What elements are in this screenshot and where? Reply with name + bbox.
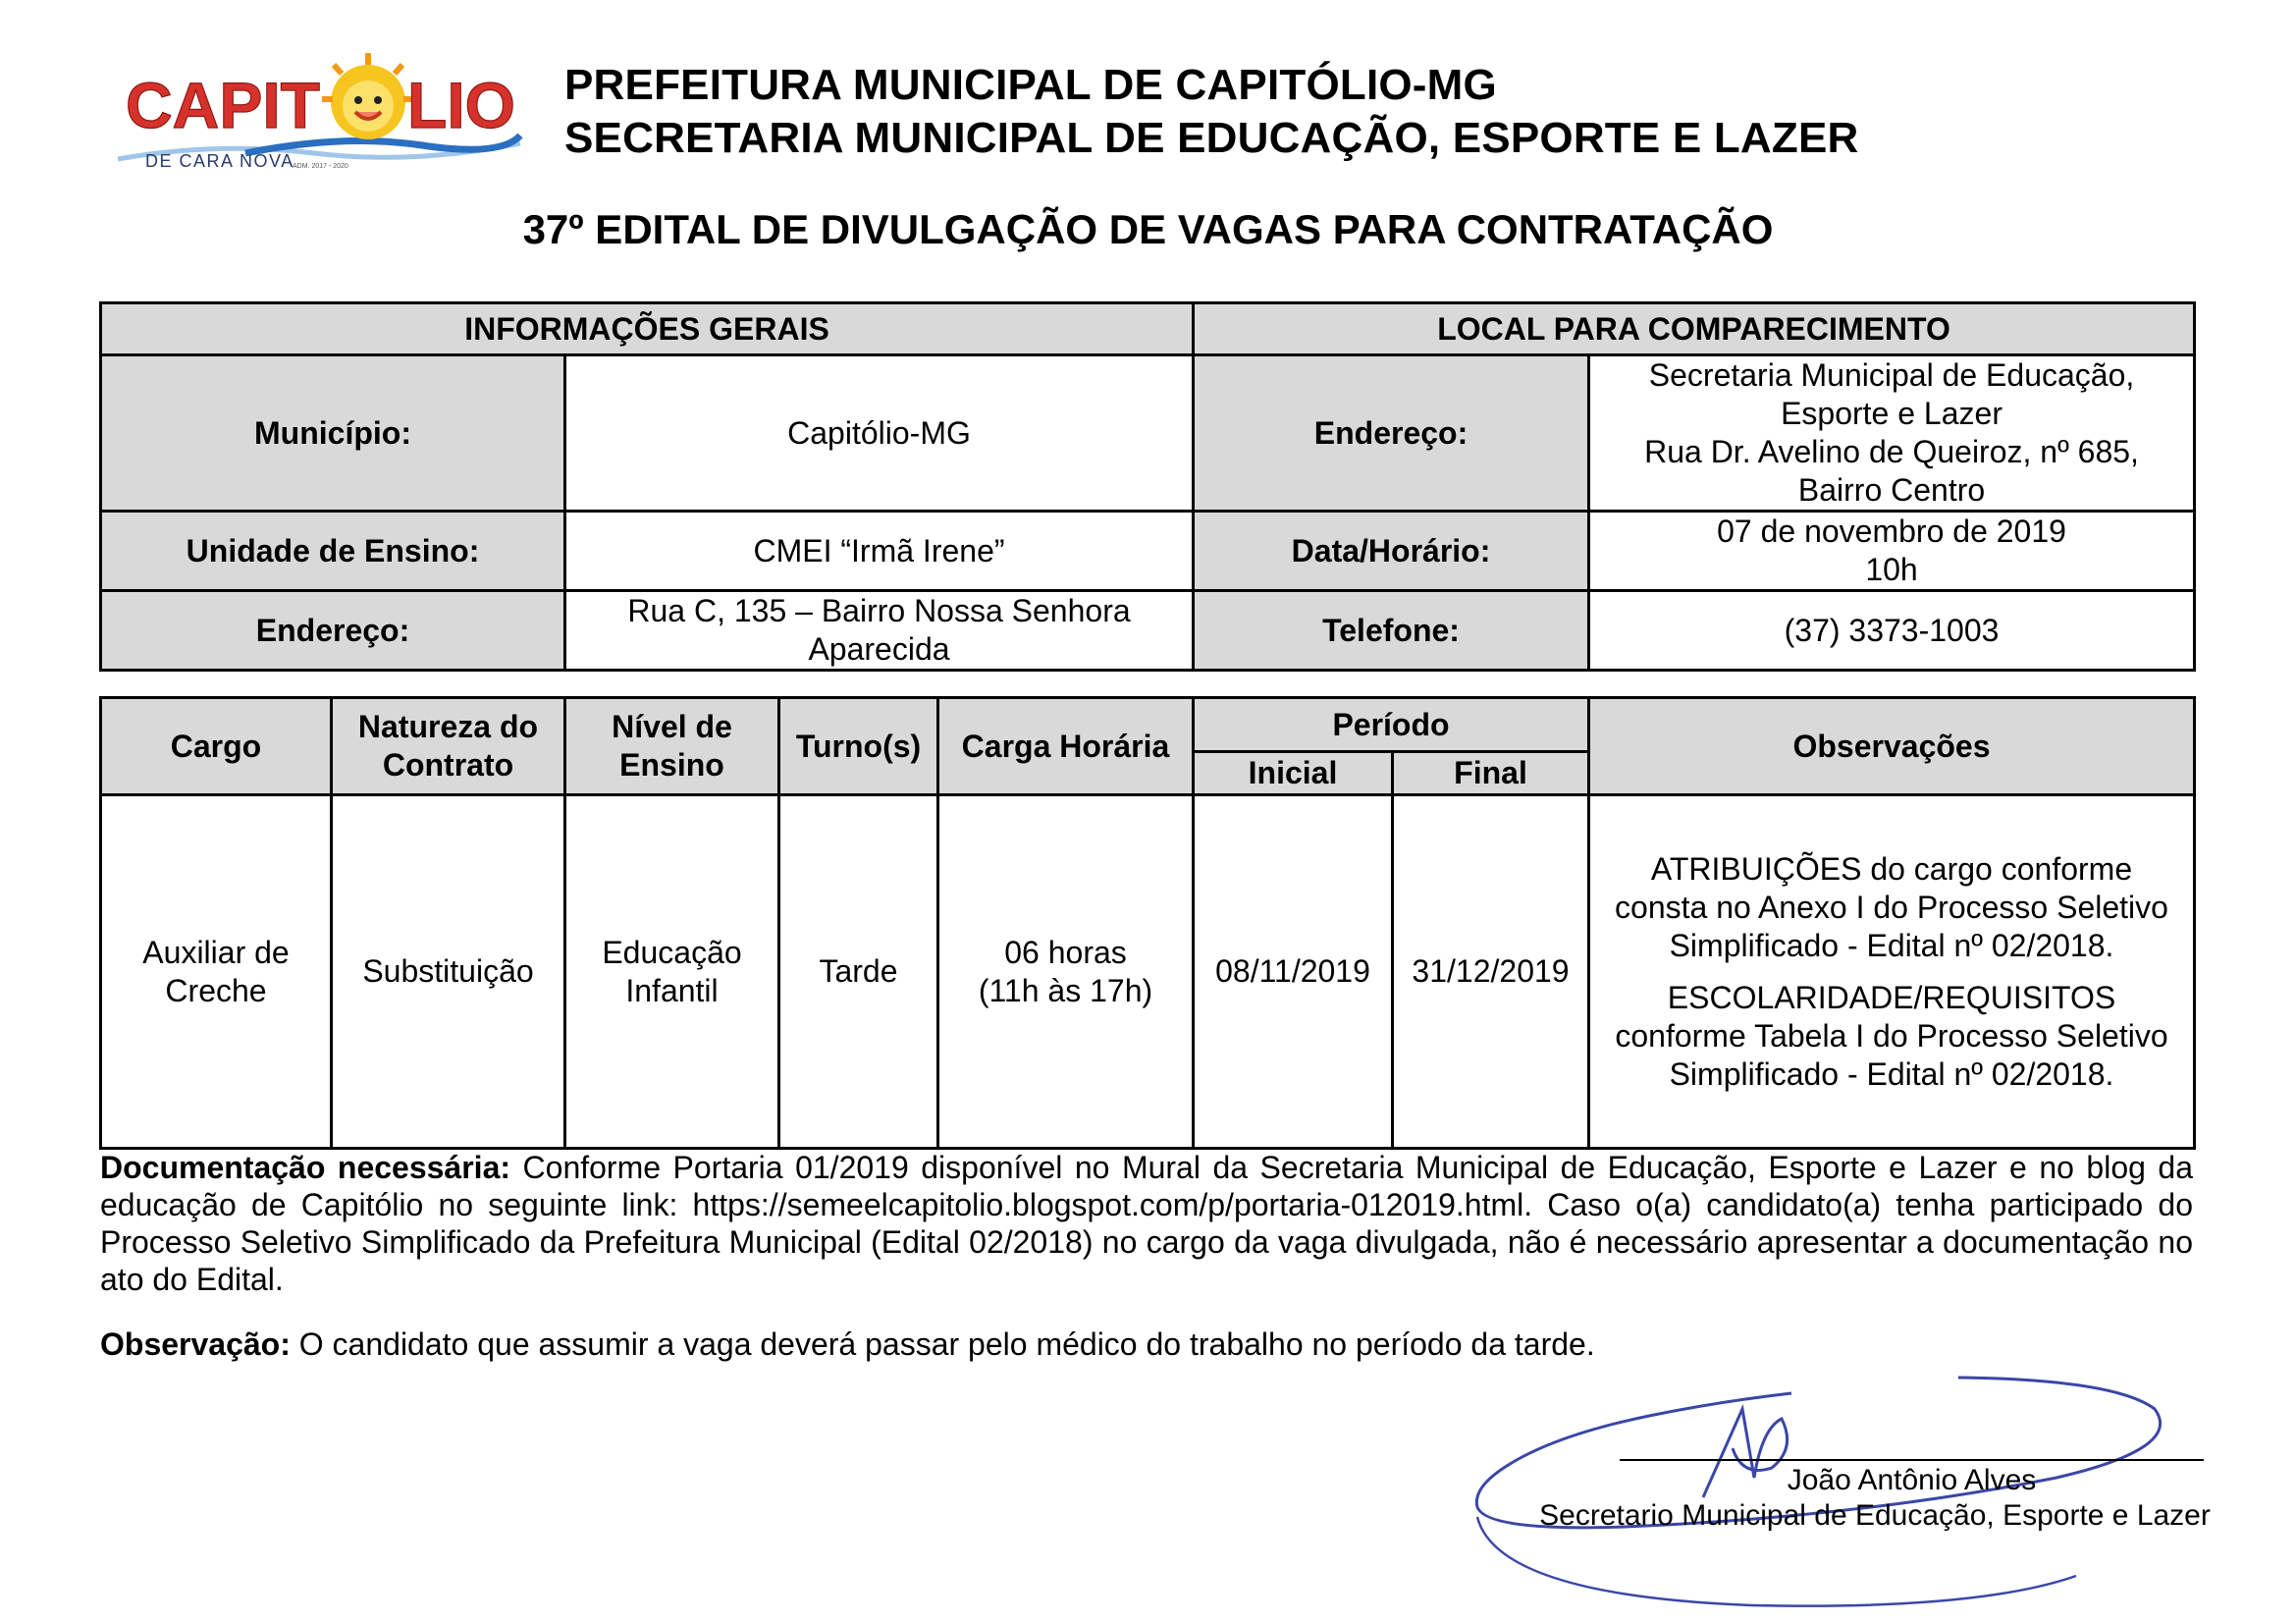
svg-text:CAPIT: CAPIT [126, 69, 320, 141]
document-title: 37º EDITAL DE DIVULGAÇÃO DE VAGAS PARA CONTRATAÇÃO [522, 206, 1774, 252]
col-header-final: Final [1393, 752, 1589, 795]
header-secretaria: SECRETARIA MUNICIPAL DE EDUCAÇÃO, ESPORTE E LAZER [564, 114, 1859, 162]
municipio-value: Capitólio-MG [565, 355, 1194, 512]
date-time-value [1589, 512, 2195, 591]
address-line: Esporte e Lazer [1781, 396, 2002, 431]
col-header-carga: Carga Horária [938, 698, 1194, 795]
signatory-role: Secretario Municipal de Educação, Esporte e Lazer [1539, 1499, 2211, 1532]
svg-text:LIO: LIO [407, 69, 515, 141]
col-header-cargo: Cargo [101, 698, 332, 795]
cell-line: Creche [165, 972, 267, 1008]
col-header-observacoes: Observações [1589, 698, 2195, 795]
table-row [101, 795, 2195, 1149]
signature-line [1620, 1459, 2204, 1461]
municipio-label: Município: [101, 355, 565, 512]
documentation-label: Documentação necessária: [100, 1150, 511, 1185]
header-line: Natureza do [357, 709, 539, 744]
phone-label: Telefone: [1194, 591, 1589, 671]
cargo-cell [101, 795, 332, 1149]
date-time-label: Data/Horário: [1194, 512, 1589, 591]
header-prefeitura: PREFEITURA MUNICIPAL DE CAPITÓLIO-MG [564, 61, 1497, 109]
capitolio-logo [98, 43, 530, 181]
nivel-cell [565, 795, 779, 1149]
obs-escolaridade: ESCOLARIDADE/REQUISITOS conforme Tabela I do Processo Seletivo Simplificado - Edital nº 02/2018. [1615, 979, 2168, 1092]
cell-line: (11h às 17h) [978, 972, 1153, 1008]
col-header-inicial: Inicial [1194, 752, 1393, 795]
col-header-periodo: Período [1194, 698, 1589, 752]
address-line: Aparecida [808, 631, 950, 667]
header-line: Contrato [382, 747, 514, 783]
obs-atribuicoes: ATRIBUIÇÕES do cargo conforme consta no Anexo I do Processo Seletivo Simplificado - Edital nº 02/2018. [1615, 850, 2168, 963]
address-line: Secretaria Municipal de Educação, [1648, 357, 2135, 393]
documentation-text: Conforme Portaria 01/2019 disponível no Mural da Secretaria Municipal de Educação, Esporte e Lazer e no blog da educação de Capitólio no seguinte link: https://semeelcapitolio.blogspot.com/p/portaria-012019.html. Caso o(a) candidato(a) tenha participado do Processo Seletivo Simplificado da Prefeitura Municipal (Edital 02/2018) no cargo da vaga divulgada, não é necessário apresentar a documentação no ato do Edital. [100, 1150, 2194, 1297]
location-address-value [1589, 355, 2195, 512]
location-address-label: Endereço: [1194, 355, 1589, 512]
observation-paragraph [100, 1325, 2193, 1363]
general-info-table [99, 301, 2196, 672]
school-address-value [565, 591, 1194, 671]
vacancy-table [99, 696, 2196, 1150]
observacoes-cell [1589, 795, 2195, 1149]
address-line: Bairro Centro [1797, 472, 1986, 508]
general-info-header: INFORMAÇÕES GERAIS [101, 303, 1194, 355]
signatory-name: João Antônio Alves [1787, 1464, 2037, 1496]
carga-cell [938, 795, 1194, 1149]
turno-cell: Tarde [779, 795, 938, 1149]
cell-line: 06 horas [1004, 934, 1127, 970]
header-line: Ensino [619, 747, 724, 783]
documentation-paragraph [100, 1149, 2193, 1298]
final-cell: 31/12/2019 [1393, 795, 1589, 1149]
cell-line: Educação [602, 934, 742, 970]
address-line: Rua Dr. Avelino de Queiroz, nº 685, [1644, 434, 2139, 469]
school-address-label: Endereço: [101, 591, 565, 671]
svg-text:DE CARA NOVA: DE CARA NOVA [145, 151, 294, 171]
inicial-cell: 08/11/2019 [1194, 795, 1393, 1149]
time-line: 10h [1865, 552, 1918, 587]
col-header-nivel [565, 698, 779, 795]
observation-label: Observação: [100, 1326, 291, 1362]
date-line: 07 de novembro de 2019 [1717, 514, 2066, 549]
svg-text:ADM. 2017 - 2020: ADM. 2017 - 2020 [293, 163, 348, 170]
header-line: Nível de [612, 709, 732, 744]
cell-line: Auxiliar de [142, 934, 290, 970]
cell-line: Infantil [625, 972, 719, 1008]
col-header-turno: Turno(s) [779, 698, 938, 795]
col-header-natureza [332, 698, 565, 795]
unidade-value: CMEI “Irmã Irene” [565, 512, 1194, 591]
unidade-label: Unidade de Ensino: [101, 512, 565, 591]
observation-text: O candidato que assumir a vaga deverá passar pelo médico do trabalho no período da tarde. [290, 1326, 1595, 1362]
location-header: LOCAL PARA COMPARECIMENTO [1194, 303, 2195, 355]
natureza-cell: Substituição [332, 795, 565, 1149]
address-line: Rua C, 135 – Bairro Nossa Senhora [627, 593, 1131, 628]
phone-value: (37) 3373-1003 [1589, 591, 2195, 671]
